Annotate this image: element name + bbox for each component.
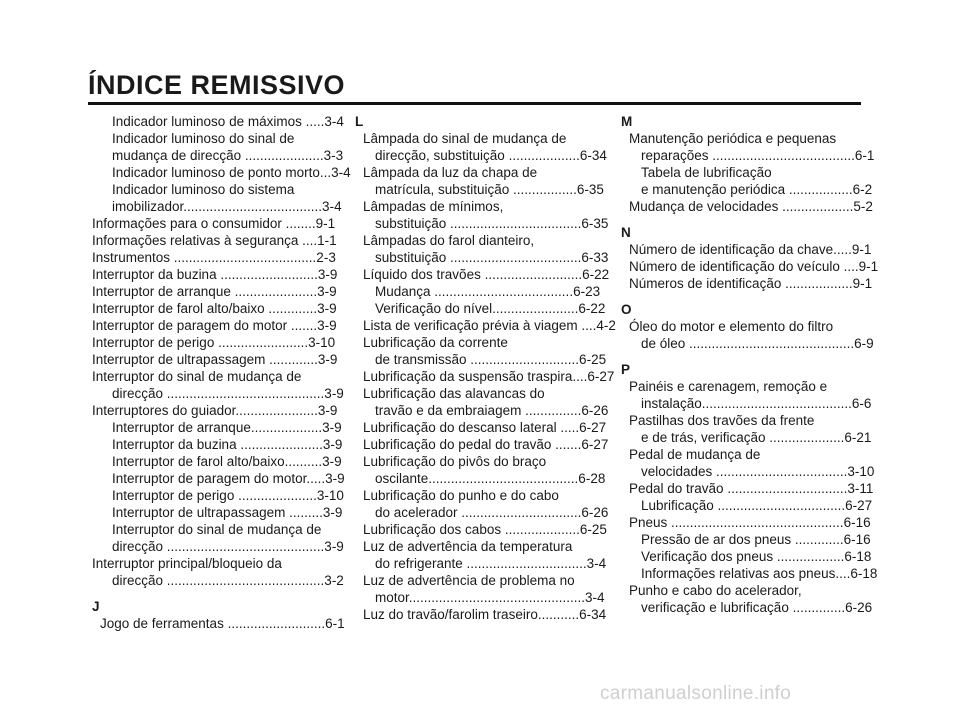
index-entry: velocidades ...................................3-10: [641, 464, 875, 479]
index-entry: substituição ...................................6-35: [375, 216, 609, 231]
index-entry: Interruptor de paragem do motor.....3-9: [112, 471, 345, 486]
index-entry: Interruptor de perigo ........................3-10: [92, 335, 336, 350]
index-entry: Lubrificação do pivôs do braço: [363, 454, 547, 469]
index-entry: verificação e lubrificação ..............6-26: [641, 600, 873, 615]
index-entry: imobilizador.....................................3-4: [112, 199, 342, 214]
index-entry: Óleo do motor e elemento do filtro: [629, 319, 834, 334]
index-entry: Interruptor de ultrapassagem .............3-9: [92, 352, 338, 367]
index-entry: Interruptor da buzina ......................3-9: [112, 437, 343, 452]
spacer: [621, 352, 867, 361]
index-entry: Pedal do travão ................................3-11: [629, 481, 874, 496]
index-entry: direcção ..........................................3-2: [112, 573, 344, 588]
index-entry: Lista de verificação prévia à viagem ....4-2: [363, 318, 616, 333]
index-entry: Lubrificação do descanso lateral .....6-27: [363, 420, 607, 435]
index-entry: Luz do travão/farolim traseiro...........6-34: [363, 607, 607, 622]
spacer: [621, 292, 867, 301]
index-entry: Lâmpada da luz da chapa de: [363, 165, 538, 180]
index-entry: Lâmpadas do farol dianteiro,: [363, 233, 535, 248]
index-entry: direcção ..........................................3-9: [112, 386, 344, 401]
index-entry: Luz de advertência de problema no: [363, 573, 575, 588]
index-entry: Mudança de velocidades ...................5-2: [629, 199, 873, 214]
index-entry: Pastilhas dos travões da frente: [629, 413, 815, 428]
index-entry: Mudança .....................................6-23: [375, 284, 601, 299]
index-entry: do refrigerante ................................3-4: [375, 556, 607, 571]
index-entry: Lâmpada do sinal de mudança de: [363, 131, 567, 146]
index-entry: direcção, substituição ...................6-34: [375, 148, 607, 163]
index-column-1: [92, 113, 351, 632]
index-entry: direcção ..........................................3-9: [112, 539, 344, 554]
spacer: [92, 589, 335, 598]
index-entry: e de trás, verificação ....................6-21: [641, 430, 872, 445]
index-entry: Interruptores do guiador......................3-9: [92, 403, 338, 418]
index-letter-heading: L: [355, 114, 364, 129]
index-entry: motor...............................................3-4: [375, 590, 605, 605]
index-entry: Interruptor do sinal de mudança de: [92, 369, 302, 384]
index-entry: Tabela de lubrificação: [641, 165, 772, 180]
index-column-3: [621, 113, 879, 616]
index-entry: instalação........................................6-6: [641, 396, 872, 411]
index-entry: Interruptor de farol alto/baixo .............3-9: [92, 301, 337, 316]
index-entry: Lubrificação ..................................6-27: [641, 498, 873, 513]
index-entry: substituição ...................................6-33: [375, 250, 609, 265]
watermark: carmanualsonline.info: [600, 683, 792, 704]
index-entry: Número de identificação da chave.....9-1: [629, 242, 872, 257]
index-entry: Pedal de mudança de: [629, 447, 761, 462]
index-entry: Informações relativas à segurança ....1-1: [92, 233, 337, 248]
index-entry: Luz de advertência da temperatura: [363, 539, 573, 554]
index-entry: Verificação do nível.......................6-22: [375, 301, 606, 316]
index-entry: Pressão de ar dos pneus .............6-16: [641, 532, 871, 547]
index-entry: Interruptor de perigo .....................3-10: [112, 488, 344, 503]
index-entry: de transmissão .............................6-25: [375, 352, 607, 367]
title-underline: [88, 102, 861, 105]
index-entry: Punho e cabo do acelerador,: [629, 583, 802, 598]
index-entry: oscilante........................................6-28: [375, 471, 606, 486]
index-entry: mudança de direcção .....................3-3: [112, 148, 344, 163]
index-entry: e manutenção periódica .................6-2: [641, 182, 873, 197]
index-entry: Líquido dos travões ..........................6-22: [363, 267, 610, 282]
index-entry: Interruptor da buzina ..........................3-9: [92, 267, 338, 282]
index-entry: Interruptor principal/bloqueio da: [92, 556, 282, 571]
index-entry: Indicador luminoso do sistema: [112, 182, 295, 197]
index-entry: Interruptor de farol alto/baixo..........3-9: [112, 454, 342, 469]
index-column-2: [355, 113, 616, 623]
index-entry: Lâmpadas de mínimos,: [363, 199, 504, 214]
index-entry: Interruptor de ultrapassagem .........3-9: [112, 505, 343, 520]
index-entry: Número de identificação do veículo ....9-1: [629, 259, 879, 274]
index-entry: Lubrificação da suspensão traspira....6-27: [363, 369, 615, 384]
index-entry: Lubrificação do punho e do cabo: [363, 488, 559, 503]
index-entry: travão e da embraiagem ...............6-26: [375, 403, 609, 418]
index-entry: do acelerador ................................6-26: [375, 505, 609, 520]
index-entry: Interruptor do sinal de mudança de: [112, 522, 322, 537]
index-letter-heading: J: [92, 599, 100, 614]
index-entry: de óleo ............................................6-9: [641, 336, 874, 351]
index-entry: Lubrificação das alavancas do: [363, 386, 545, 401]
index-entry: Pneus ..............................................6-16: [629, 515, 871, 530]
index-entry: Lubrificação dos cabos ....................6-25: [363, 522, 607, 537]
index-entry: Indicador luminoso do sinal de: [112, 131, 295, 146]
index-entry: Indicador luminoso de máximos .....3-4: [112, 114, 344, 129]
index-entry: Informações para o consumidor ........9-1: [92, 216, 336, 231]
index-entry: reparações ......................................6-1: [641, 148, 875, 163]
index-letter-heading: M: [621, 114, 633, 129]
spacer: [621, 215, 867, 224]
index-entry: Lubrificação do pedal do travão .......6-27: [363, 437, 609, 452]
index-entry: Manutenção periódica e pequenas: [629, 131, 837, 146]
index-letter-heading: P: [621, 362, 631, 377]
index-entry: Painéis e carenagem, remoção e: [629, 379, 828, 394]
index-entry: Interruptor de arranque...................3-9: [112, 420, 342, 435]
index-entry: Verificação dos pneus ..................6-18: [641, 549, 872, 564]
index-entry: Interruptor de arranque ......................3-9: [92, 284, 337, 299]
index-entry: Indicador luminoso de ponto morto...3-4: [112, 165, 351, 180]
index-entry: Informações relativas aos pneus....6-18: [641, 566, 878, 581]
index-entry: matrícula, substituição .................6-35: [375, 182, 604, 197]
index-letter-heading: N: [621, 225, 631, 240]
index-entry: Números de identificação ..................9-1: [629, 276, 873, 291]
index-entry: Jogo de ferramentas ..........................6-1: [100, 616, 345, 631]
index-entry: Interruptor de paragem do motor .......3-9: [92, 318, 337, 333]
page-title: ÍNDICE REMISSIVO: [88, 70, 346, 100]
index-entry: Instrumentos ......................................2-3: [92, 250, 336, 265]
index-entry: Lubrificação da corrente: [363, 335, 508, 350]
index-letter-heading: O: [621, 302, 632, 317]
